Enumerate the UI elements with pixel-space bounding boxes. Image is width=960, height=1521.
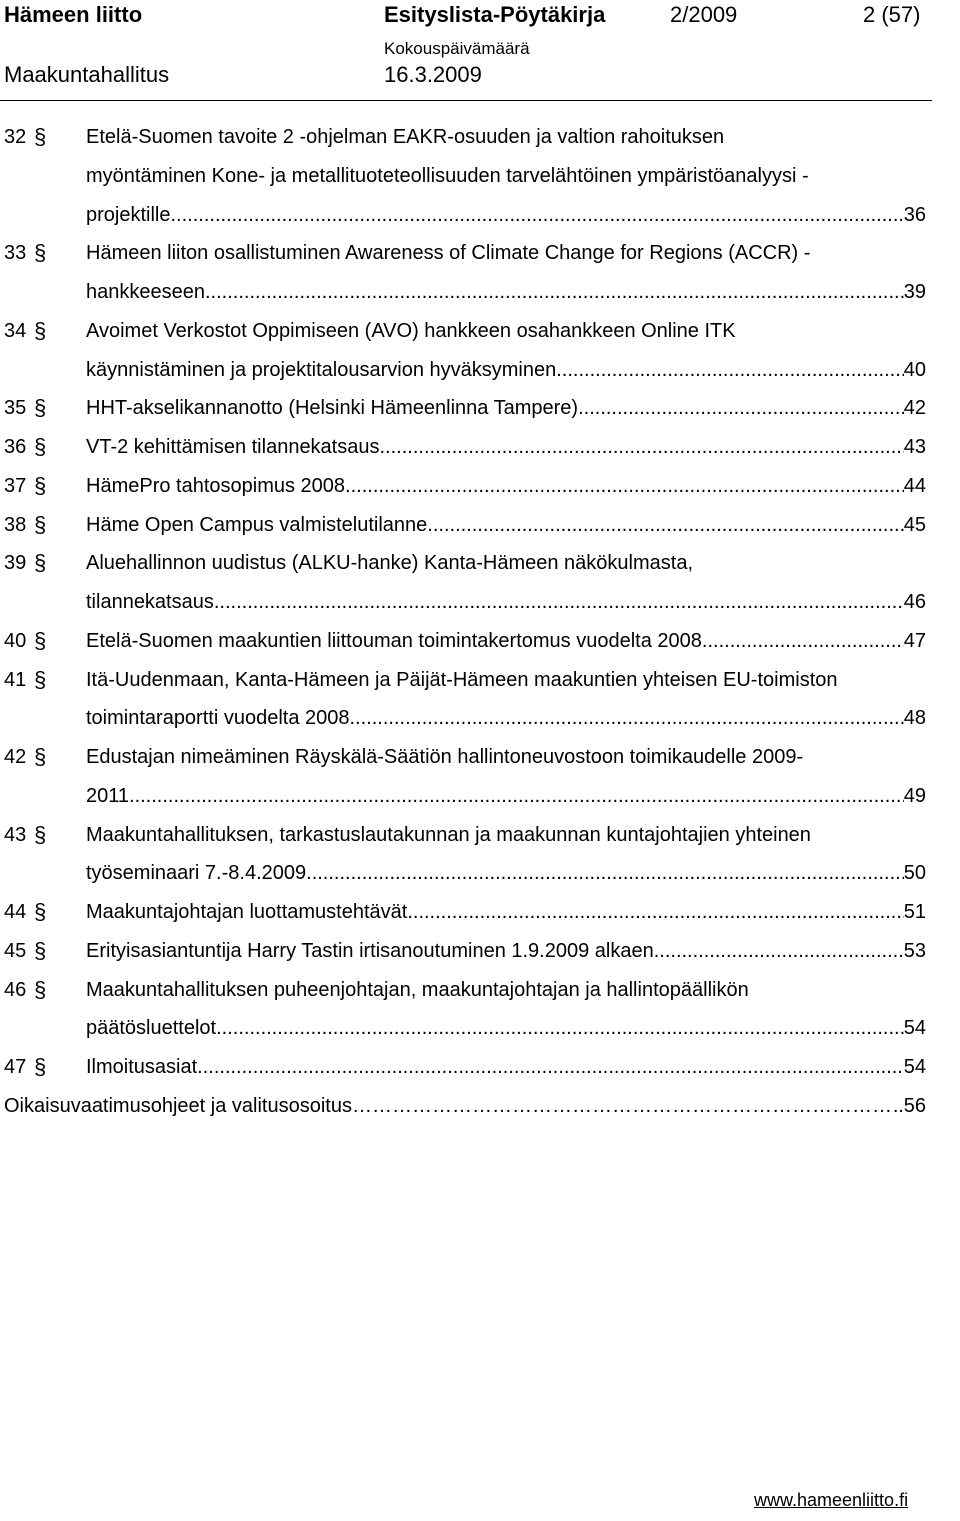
meeting-date: 16.3.2009 [384, 62, 482, 87]
toc-item-title[interactable]: Hämeen liiton osallistuminen Awareness of Climate Change for Regions (ACCR) - [86, 242, 811, 265]
toc-item-number: 33 [4, 242, 27, 265]
toc-line [0, 971, 960, 1010]
toc-item-number: 37 [4, 474, 27, 497]
dot-leader [578, 389, 904, 428]
dot-leader [407, 893, 903, 932]
toc-line [0, 118, 960, 157]
toc-item-entry[interactable] [86, 389, 926, 428]
toc-item-title: VT-2 kehittämisen tilannekatsaus [86, 436, 380, 458]
section-symbol: § [34, 744, 47, 769]
toc-page-number: 47 [903, 629, 926, 652]
toc-line [0, 816, 960, 855]
toc-page-number: 39 [903, 281, 926, 303]
dot-leader [214, 583, 904, 622]
toc-item-entry[interactable] [86, 583, 926, 622]
toc-item-title[interactable]: Maakuntahallituksen puheenjohtajan, maakuntajohtajan ja hallintopäällikön [86, 978, 749, 1001]
toc-item-title: Ilmoitusasiat [86, 1056, 198, 1078]
toc-page-number: 51 [903, 901, 926, 923]
section-symbol: § [34, 899, 47, 924]
table-of-contents [0, 118, 960, 1126]
toc-line [0, 893, 960, 932]
toc-item-number: 40 [4, 629, 27, 652]
toc-item-title: hankkeeseen [86, 281, 205, 303]
footer-website-link[interactable]: www.hameenliitto.fi [754, 1490, 909, 1510]
dot-leader [205, 273, 904, 312]
section-symbol: § [34, 627, 47, 653]
toc-item-title: toimintaraportti vuodelta 2008 [86, 707, 350, 730]
toc-item-number: 35 [4, 397, 27, 420]
toc-item-number: 43 [4, 823, 27, 846]
section-symbol: § [34, 317, 47, 343]
dot-leader [380, 428, 904, 467]
toc-item-title: HHT-akselikannanotto (Helsinki Hämeenlinna Tampere) [86, 397, 579, 420]
section-symbol: § [34, 511, 47, 537]
dot-leader [654, 932, 904, 971]
toc-item-entry[interactable] [86, 932, 926, 971]
section-symbol: § [34, 937, 47, 963]
toc-line [0, 312, 960, 351]
section-symbol: § [34, 434, 47, 459]
dot-leader [345, 467, 904, 506]
toc-page-number: 48 [903, 707, 926, 730]
date-label: Kokouspäivämäärä [384, 39, 530, 58]
toc-item-entry[interactable] [86, 1009, 926, 1048]
section-symbol: § [34, 666, 47, 692]
toc-item-title: päätösluettelot [86, 1017, 217, 1040]
toc-item-entry[interactable] [86, 506, 926, 545]
dot-leader [197, 1048, 904, 1087]
section-symbol: § [34, 395, 47, 421]
toc-line [0, 1009, 960, 1048]
toc-item-number: 36 [4, 436, 27, 458]
toc-item-title[interactable]: Edustajan nimeäminen Räyskälä-Säätiön hallintoneuvostoon toimikaudelle 2009- [86, 746, 804, 768]
toc-page-number: 45 [903, 513, 926, 536]
dot-leader [427, 506, 903, 545]
toc-item-title: käynnistäminen ja projektitalousarvion hyväksyminen [86, 358, 557, 381]
toc-line [0, 544, 960, 583]
toc-page-number: 42 [903, 397, 926, 420]
toc-page-number: 54 [903, 1056, 926, 1078]
document-number: 2/2009 [670, 2, 738, 27]
toc-item-title[interactable]: Avoimet Verkostot Oppimiseen (AVO) hankkeen osahankkeen Online ITK [86, 319, 736, 342]
dot-leader [350, 699, 904, 738]
toc-line [0, 854, 960, 893]
section-symbol: § [34, 821, 47, 847]
toc-line [0, 1048, 960, 1087]
org-name: Hämeen liitto [4, 2, 143, 27]
toc-item-title: 2011 [86, 784, 130, 807]
toc-item-title: Etelä-Suomen maakuntien liittouman toimintakertomus vuodelta 2008 [86, 629, 702, 652]
section-symbol: § [34, 124, 47, 149]
toc-item-title: tilannekatsaus [86, 591, 214, 613]
section-symbol: § [34, 976, 47, 1002]
toc-item-entry[interactable] [86, 351, 926, 390]
toc-item-title: Häme Open Campus valmistelutilanne [86, 513, 428, 536]
toc-item-entry[interactable] [86, 196, 926, 235]
toc-item-entry[interactable] [86, 777, 926, 816]
dot-leader [170, 196, 903, 235]
dot-leader [702, 622, 904, 661]
section-symbol: § [34, 1054, 47, 1079]
toc-item-number: 41 [4, 668, 27, 691]
appeal-entry[interactable] [4, 1087, 926, 1126]
toc-line [0, 583, 960, 622]
section-symbol: § [34, 550, 47, 576]
toc-line [0, 428, 960, 467]
section-symbol: § [34, 472, 47, 498]
toc-line [0, 622, 960, 661]
toc-line-appeal [0, 1087, 960, 1126]
toc-item-title[interactable]: Aluehallinnon uudistus (ALKU-hanke) Kanta-Hämeen näkökulmasta, [86, 552, 694, 575]
toc-item-title[interactable]: Itä-Uudenmaan, Kanta-Hämeen ja Päijät-Hämeen maakuntien yhteisen EU-toimiston [86, 668, 838, 691]
toc-line [0, 196, 960, 235]
toc-item-title[interactable]: myöntäminen Kone- ja metallituoteteollisuuden tarvelähtöinen ympäristöanalyysi - [86, 164, 809, 187]
toc-page-number: 36 [903, 203, 926, 226]
toc-page-number: 50 [903, 862, 926, 885]
toc-item-title: Erityisasiantuntija Harry Tastin irtisanoutuminen 1.9.2009 alkaen [86, 939, 654, 962]
toc-item-title: projektille [86, 203, 171, 226]
page-header [0, 0, 960, 104]
toc-item-title[interactable]: Maakuntahallituksen, tarkastuslautakunnan ja maakunnan kuntajohtajien yhteinen [86, 823, 811, 846]
toc-item-number: 45 [4, 939, 27, 962]
toc-item-entry[interactable] [86, 854, 926, 893]
toc-item-number: 38 [4, 513, 27, 536]
toc-item-title[interactable]: Etelä-Suomen tavoite 2 -ohjelman EAKR-osuuden ja valtion rahoituksen [86, 126, 725, 148]
toc-item-entry[interactable] [86, 273, 926, 312]
toc-page-number: 49 [903, 784, 926, 807]
toc-line [0, 661, 960, 700]
toc-item-title: työseminaari 7.-8.4.2009 [86, 862, 307, 885]
body-name: Maakuntahallitus [4, 62, 170, 87]
toc-item-number: 47 [4, 1056, 27, 1078]
toc-line [0, 777, 960, 816]
toc-item-number: 42 [4, 746, 27, 768]
dot-leader [216, 1009, 904, 1048]
toc-item-title: HämePro tahtosopimus 2008 [86, 474, 346, 497]
toc-page-number: 40 [903, 358, 926, 381]
dot-leader [352, 1087, 898, 1126]
toc-item-number: 32 [4, 126, 27, 148]
toc-line [0, 273, 960, 312]
toc-page-number: 54 [903, 1017, 926, 1040]
toc-item-entry[interactable] [86, 699, 926, 738]
toc-item-number: 34 [4, 319, 27, 342]
dot-leader [556, 351, 904, 390]
toc-line [0, 699, 960, 738]
page-indicator: 2 (57) [863, 2, 921, 27]
document-type: Esityslista-Pöytäkirja [384, 2, 606, 27]
toc-page-number: 44 [903, 474, 926, 497]
appeal-title: Oikaisuvaatimusohjeet ja valitusosoitus [4, 1094, 352, 1117]
toc-page-number: 46 [903, 591, 926, 613]
section-symbol: § [34, 240, 47, 266]
toc-item-number: 46 [4, 978, 27, 1001]
toc-item-entry[interactable] [86, 622, 926, 661]
toc-page-number: 43 [903, 436, 926, 458]
toc-item-number: 44 [4, 901, 27, 923]
toc-item-entry[interactable] [86, 1048, 926, 1087]
toc-line [0, 738, 960, 777]
appeal-page-number: .56 [898, 1094, 926, 1117]
toc-line [0, 234, 960, 273]
toc-line [0, 389, 960, 428]
toc-line [0, 932, 960, 971]
toc-item-entry[interactable] [86, 893, 926, 932]
toc-line [0, 157, 960, 196]
toc-line [0, 506, 960, 545]
dot-leader [129, 777, 904, 816]
toc-item-entry[interactable] [86, 467, 926, 506]
toc-item-title: Maakuntajohtajan luottamustehtävät [86, 901, 408, 923]
toc-item-number: 39 [4, 552, 27, 575]
dot-leader [306, 854, 904, 893]
toc-line [0, 351, 960, 390]
header-divider [0, 100, 932, 101]
toc-item-entry[interactable] [86, 428, 926, 467]
toc-line [0, 467, 960, 506]
toc-page-number: 53 [903, 939, 926, 962]
